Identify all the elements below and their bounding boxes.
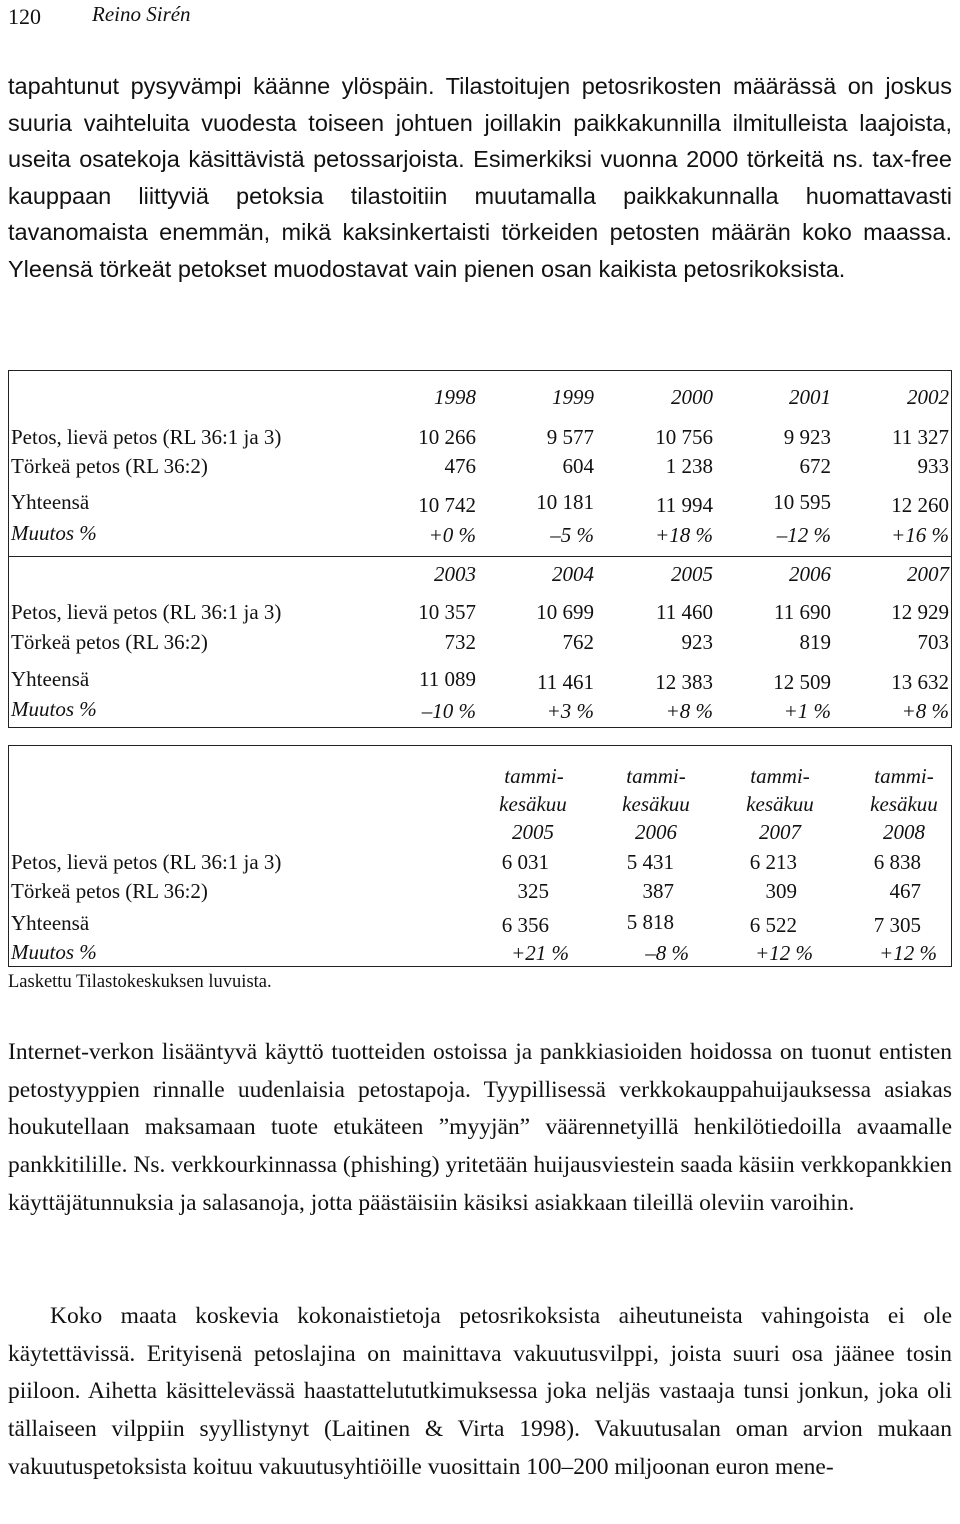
year-header: 2005 xyxy=(512,820,554,844)
table-cell: +8 % xyxy=(665,699,713,723)
table-cell: +16 % xyxy=(891,523,949,547)
year-header: 1999 xyxy=(552,385,594,409)
table-cell: 6 213 xyxy=(749,850,797,874)
period-header: kesäkuu xyxy=(870,792,938,816)
table-cell: 10 181 xyxy=(536,490,594,514)
annual-fraud-table xyxy=(8,370,952,728)
row-label-fraud: Petos, lievä petos (RL 36:1 ja 3) xyxy=(11,600,282,624)
table-cell: 476 xyxy=(444,454,476,478)
table-cell: 467 xyxy=(889,879,921,903)
page-number: 120 xyxy=(8,4,41,29)
table-cell: 11 690 xyxy=(774,600,831,624)
table-cell: 9 923 xyxy=(783,425,831,449)
table-divider xyxy=(9,556,951,557)
table-cell: 12 509 xyxy=(773,670,831,694)
table-cell: 10 266 xyxy=(418,425,476,449)
year-header: 2007 xyxy=(759,820,801,844)
table-cell: –10 % xyxy=(421,699,476,723)
table-cell: +12 % xyxy=(879,941,937,965)
table-cell: 10 699 xyxy=(536,600,594,624)
table-cell: 10 595 xyxy=(773,490,831,514)
table-cell: +8 % xyxy=(901,699,949,723)
table-cell: 9 577 xyxy=(546,425,594,449)
source-note: Laskettu Tilastokeskuksen luvuista. xyxy=(8,972,272,992)
table-cell: 7 305 xyxy=(873,913,921,937)
table-cell: 933 xyxy=(917,454,949,478)
table-cell: –8 % xyxy=(645,941,689,965)
row-label-total: Yhteensä xyxy=(11,911,90,935)
table-cell: +12 % xyxy=(755,941,813,965)
year-header: 2006 xyxy=(635,820,677,844)
table-cell: 12 383 xyxy=(655,670,713,694)
year-header: 2001 xyxy=(789,385,831,409)
row-label-total: Yhteensä xyxy=(11,667,90,691)
period-header: tammi- xyxy=(874,764,934,788)
table-cell: 12 260 xyxy=(891,493,949,517)
table-cell: 6 838 xyxy=(873,850,921,874)
table-cell: 10 742 xyxy=(418,493,476,517)
table-cell: 5 818 xyxy=(626,910,674,934)
table-cell: 703 xyxy=(917,630,949,654)
row-label-total: Yhteensä xyxy=(11,490,90,514)
year-header: 2007 xyxy=(907,562,949,586)
table-cell: 923 xyxy=(681,630,713,654)
table-cell: 732 xyxy=(444,630,476,654)
table-cell: 325 xyxy=(517,879,549,903)
table-cell: +1 % xyxy=(783,699,831,723)
table-cell: 387 xyxy=(642,879,674,903)
year-header: 2005 xyxy=(671,562,713,586)
year-header: 2006 xyxy=(789,562,831,586)
table-cell: +0 % xyxy=(428,523,476,547)
row-label-fraud: Petos, lievä petos (RL 36:1 ja 3) xyxy=(11,425,282,449)
running-author: Reino Sirén xyxy=(92,2,191,26)
period-header: kesäkuu xyxy=(746,792,814,816)
table-cell: +21 % xyxy=(511,941,569,965)
table-cell: 11 327 xyxy=(892,425,949,449)
table-cell: 6 031 xyxy=(501,850,549,874)
table-cell: 11 460 xyxy=(656,600,713,624)
table-cell: +3 % xyxy=(546,699,594,723)
year-header: 2003 xyxy=(434,562,476,586)
table-cell: 1 238 xyxy=(665,454,713,478)
table-cell: 10 756 xyxy=(655,425,713,449)
year-header: 1998 xyxy=(434,385,476,409)
table-cell: 5 431 xyxy=(626,850,674,874)
table-cell: –12 % xyxy=(776,523,831,547)
period-header: tammi- xyxy=(626,764,686,788)
period-header: kesäkuu xyxy=(499,792,567,816)
intro-paragraph: tapahtunut pysyvämpi käänne ylöspäin. Tilastoitujen petosrikosten määrässä on joskus suuria vaihteluita vuodesta toiseen johtuen joillakin paikkakunnilla ilmitulleista laajoista, useita osatekoja käsittävistä petossarjoista. Esimerkiksi vuonna 2000 törkeitä ns. tax-free kauppaan liittyviä petoksia tilastoitiin muutamalla paikkakunnalla huomattavasti tavanomaista enemmän, mikä kaksinkertaisti törkeiden petosten määrän koko maassa. Yleensä törkeät petokset muodostavat vain pienen osan kaikista petosrikoksista. xyxy=(8,73,952,282)
table-cell: +18 % xyxy=(655,523,713,547)
table-cell: 309 xyxy=(765,879,797,903)
year-header: 2000 xyxy=(671,385,713,409)
year-header: 2008 xyxy=(883,820,925,844)
period-header: kesäkuu xyxy=(622,792,690,816)
row-label-aggravated: Törkeä petos (RL 36:2) xyxy=(11,630,208,654)
row-label-fraud: Petos, lievä petos (RL 36:1 ja 3) xyxy=(11,850,282,874)
halfyear-fraud-table xyxy=(8,745,952,967)
table-cell: 11 994 xyxy=(656,493,713,517)
table-cell: 12 929 xyxy=(891,600,949,624)
period-header: tammi- xyxy=(750,764,810,788)
year-header: 2002 xyxy=(907,385,949,409)
table-cell: 672 xyxy=(799,454,831,478)
insurance-fraud-paragraph: Koko maata koskevia kokonaistietoja petosrikoksista aiheutuneista vahingoista ei ole käytettävissä. Erityisenä petoslajina on mainittava vakuutusvilppi, joista suuri osa jäänee tosin piiloon. Aihetta käsittelevässä haastattelututkimuksessa joka neljäs vastaaja tunsi jonkun, joka oli tällaiseen vilppiin syyllistynyt (Laitinen & Virta 1998). Vakuutusalan oman arvion mukaan vakuutuspetoksista koituu vakuutusyhtiöille vuosittain 100–200 miljoonan euron mene- xyxy=(8,1303,952,1480)
table-cell: 604 xyxy=(562,454,594,478)
table-cell: 762 xyxy=(562,630,594,654)
table-cell: 819 xyxy=(799,630,831,654)
table-cell: 13 632 xyxy=(891,670,949,694)
table-cell: 6 522 xyxy=(749,913,797,937)
row-label-aggravated: Törkeä petos (RL 36:2) xyxy=(11,454,208,478)
period-header: tammi- xyxy=(504,764,564,788)
row-label-change: Muutos % xyxy=(11,521,97,545)
table-cell: 11 461 xyxy=(537,670,594,694)
table-cell: –5 % xyxy=(550,523,594,547)
table-cell: 10 357 xyxy=(418,600,476,624)
year-header: 2004 xyxy=(552,562,594,586)
row-label-change: Muutos % xyxy=(11,697,97,721)
row-label-aggravated: Törkeä petos (RL 36:2) xyxy=(11,879,208,903)
table-cell: 6 356 xyxy=(501,913,549,937)
row-label-change: Muutos % xyxy=(11,940,97,964)
internet-fraud-paragraph: Internet-verkon lisääntyvä käyttö tuotteiden ostoissa ja pankkiasioiden hoidossa on tuonut entisten petostyyppien rinnalle uudenlaisia petostapoja. Tyypillisessä verkkokauppahuijauksessa asiakas houkutellaan maksamaan tuote etukäteen ”myyjän” väärennetyillä henkilötiedoilla avaamalle pankkitilille. Ns. verkkourkinnassa (phishing) yritetään huijausviestein saada käsiin verkkopankkien käyttäjätunnuksia ja salasanoja, jotta päästäisiin käsiksi asiakkaan tileillä oleviin varoihin. xyxy=(8,1039,952,1216)
table-cell: 11 089 xyxy=(419,667,476,691)
